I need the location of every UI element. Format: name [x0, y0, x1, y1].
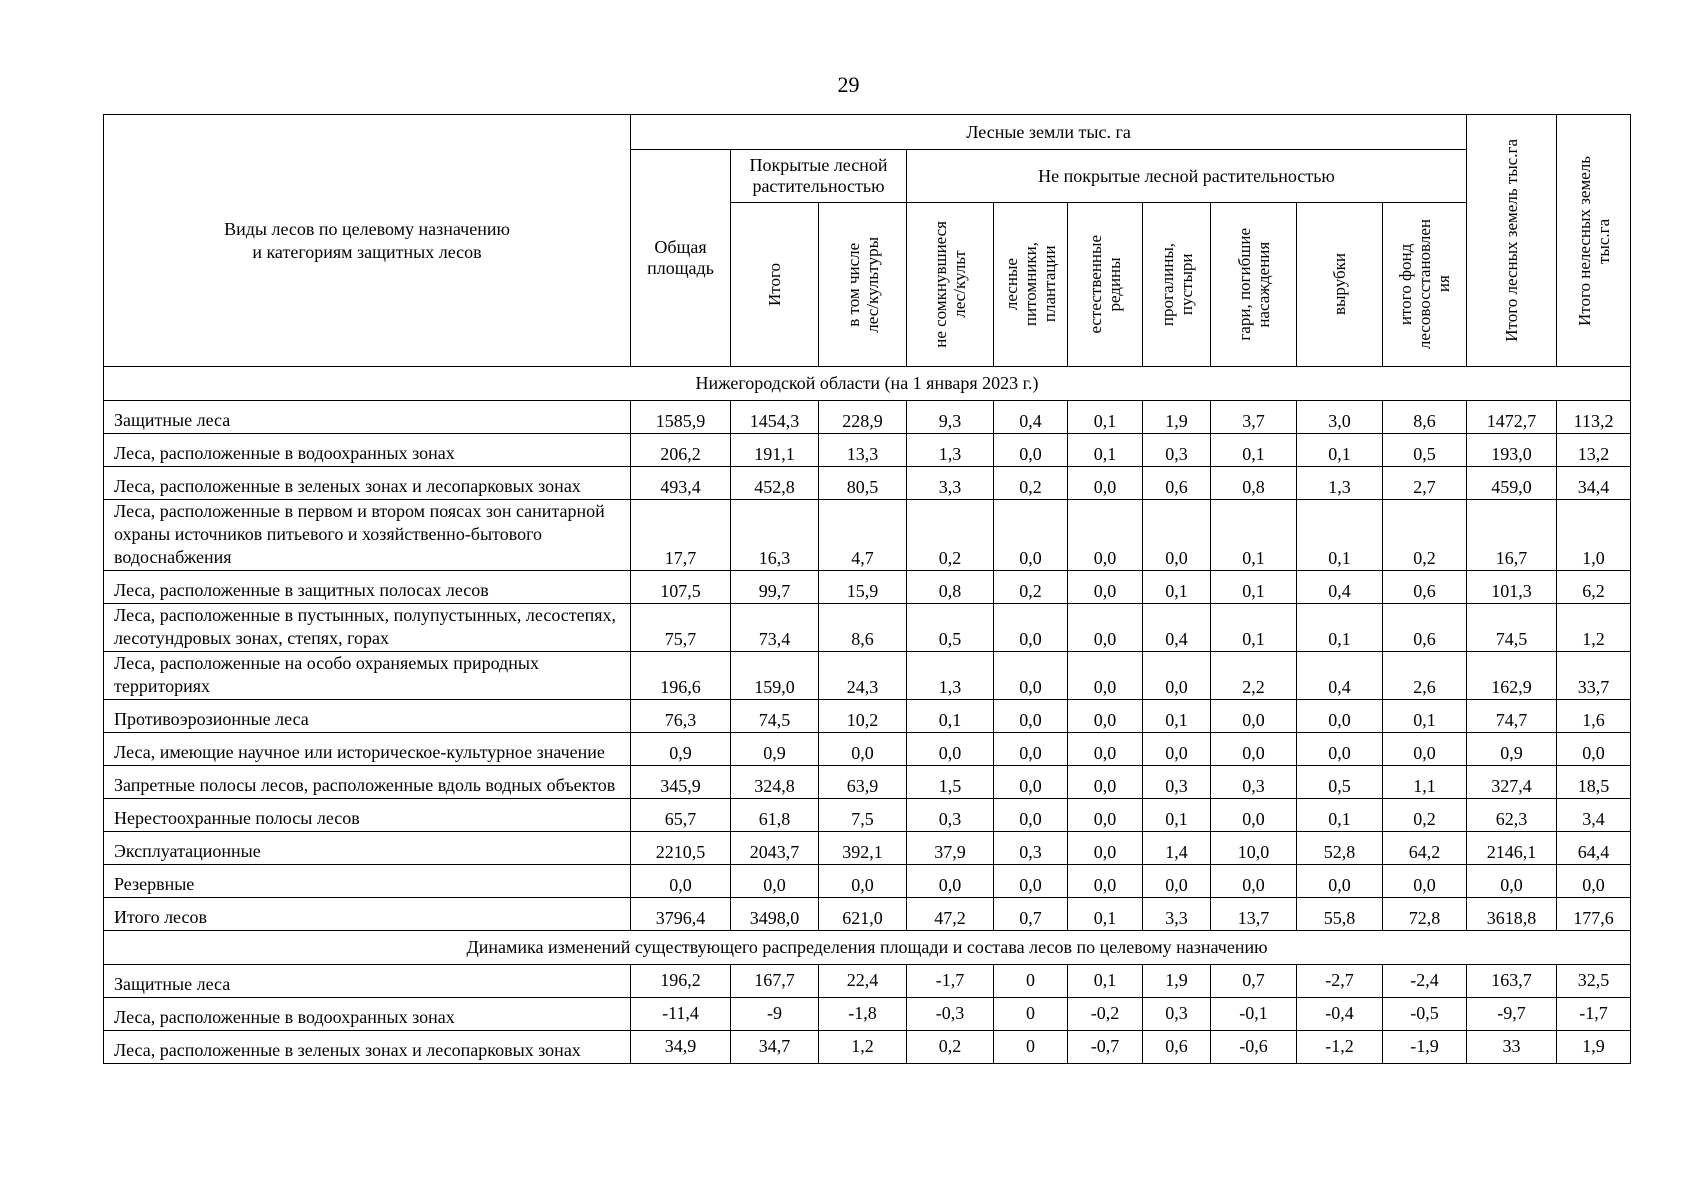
table-cell: 8,6	[819, 604, 907, 652]
table-cell: -0,1	[1211, 998, 1297, 1031]
table-cell: 0,0	[907, 733, 994, 766]
table-row	[104, 799, 1631, 832]
table-cell: 3618,8	[1467, 898, 1557, 931]
table-cell: 0,5	[1383, 434, 1467, 467]
table-cell: 0,1	[1211, 500, 1297, 571]
table-cell: 0,1	[1297, 799, 1383, 832]
table-row	[104, 865, 1631, 898]
table-cell: 0,8	[1211, 467, 1297, 500]
table-cell: 0,0	[1068, 652, 1143, 700]
table-cell: 0,3	[994, 832, 1068, 865]
table-cell: -0,2	[1068, 998, 1143, 1031]
table-row	[104, 998, 1631, 1031]
table-cell: 0,2	[907, 500, 994, 571]
row-label: Защитные леса	[104, 401, 631, 434]
table-cell: 0,0	[1211, 865, 1297, 898]
row-label: Эксплуатационные	[104, 832, 631, 865]
table-cell: 0,7	[1211, 965, 1297, 998]
header-total-nonforest-lands-text: Итого нелесных земель тыс.га	[1574, 155, 1613, 326]
table-cell: 0,0	[1068, 500, 1143, 571]
table-cell: 16,7	[1467, 500, 1557, 571]
row-label: Леса, расположенные в водоохранных зонах	[104, 998, 631, 1031]
table-row	[104, 467, 1631, 500]
table-cell: 392,1	[819, 832, 907, 865]
row-label: Леса, имеющие научное или историческое-культурное значение	[104, 733, 631, 766]
header-covered-text: Покрытые лесной растительностью	[749, 155, 888, 196]
header-covered	[731, 150, 907, 203]
table-cell: 0,0	[1297, 733, 1383, 766]
table-cell: 0,0	[994, 434, 1068, 467]
table-cell: 0,0	[1557, 865, 1631, 898]
table-cell: 0,2	[1383, 500, 1467, 571]
header-sparse-stands-text: естественные редины	[1086, 235, 1124, 334]
table-row	[104, 965, 1631, 998]
table-cell: 34,9	[631, 1031, 731, 1064]
header-not-covered: Не покрытые лесной растительностью	[907, 150, 1467, 203]
table-cell: 0,2	[994, 571, 1068, 604]
table-cell: 0,9	[631, 733, 731, 766]
table-cell: 1,9	[1557, 1031, 1631, 1064]
table-cell: -1,2	[1297, 1031, 1383, 1064]
table-cell: 0,0	[994, 733, 1068, 766]
table-cell: 0,0	[1143, 865, 1211, 898]
table-cell: 0,0	[1467, 865, 1557, 898]
table-cell: 0,3	[907, 799, 994, 832]
table-cell: 72,8	[1383, 898, 1467, 931]
table-cell: 0,1	[1383, 700, 1467, 733]
table-cell: -1,7	[907, 965, 994, 998]
table-cell: 32,5	[1557, 965, 1631, 998]
table-cell: 34,4	[1557, 467, 1631, 500]
header-burnt-areas-text: гари, погибшие насаждения	[1234, 228, 1273, 341]
page-number: 29	[837, 72, 860, 97]
table-cell: 163,7	[1467, 965, 1557, 998]
table-cell: 1,3	[1297, 467, 1383, 500]
table-cell: 0,3	[1143, 766, 1211, 799]
table-cell: 0,0	[994, 865, 1068, 898]
table-cell: 0,4	[1297, 652, 1383, 700]
table-cell: 24,3	[819, 652, 907, 700]
table-cell: 0,0	[1068, 832, 1143, 865]
header-total-forest-lands-text: Итого лесных земель тыс.га	[1502, 139, 1522, 342]
table-cell: 0,4	[1143, 604, 1211, 652]
table-row	[104, 832, 1631, 865]
table-cell: 22,4	[819, 965, 907, 998]
table-row	[104, 898, 1631, 931]
table-cell: 327,4	[1467, 766, 1557, 799]
table-cell: 1,1	[1383, 766, 1467, 799]
header-total-forest-lands	[1467, 115, 1557, 367]
table-cell: 162,9	[1467, 652, 1557, 700]
table-cell: 0	[994, 998, 1068, 1031]
table-cell: 1,2	[819, 1031, 907, 1064]
table-cell: 1,3	[907, 434, 994, 467]
header-sparse-stands	[1068, 203, 1143, 367]
table-cell: 4,7	[819, 500, 907, 571]
table-cell: 3,3	[1143, 898, 1211, 931]
table-cell: 0,0	[1068, 700, 1143, 733]
table-cell: 65,7	[631, 799, 731, 832]
table-cell: 113,2	[1557, 401, 1631, 434]
table-cell: 6,2	[1557, 571, 1631, 604]
table-cell: 1,2	[1557, 604, 1631, 652]
table-cell: 13,7	[1211, 898, 1297, 931]
table-cell: 345,9	[631, 766, 731, 799]
table-cell: 0,0	[1068, 604, 1143, 652]
table-cell: 99,7	[731, 571, 819, 604]
table-cell: 193,0	[1467, 434, 1557, 467]
table-body	[104, 367, 1631, 1064]
table-row	[104, 1031, 1631, 1064]
table-cell: 0,0	[819, 733, 907, 766]
table-row	[104, 652, 1631, 700]
header-forest-types	[104, 115, 631, 367]
header-covered-total-text: Итого	[765, 262, 784, 307]
header-total-area-text: Общая площадь	[647, 237, 714, 278]
table-cell: 37,9	[907, 832, 994, 865]
table-cell: 0,1	[1068, 965, 1143, 998]
table-cell: 0,5	[1297, 766, 1383, 799]
table-cell: 1,9	[1143, 965, 1211, 998]
table-cell: 493,4	[631, 467, 731, 500]
row-label: Итого лесов	[104, 898, 631, 931]
table-cell: 0,0	[1068, 467, 1143, 500]
table-cell: -0,4	[1297, 998, 1383, 1031]
table-cell: 0,0	[819, 865, 907, 898]
table-cell: 0,0	[1143, 500, 1211, 571]
table-cell: 0,0	[994, 500, 1068, 571]
table-cell: -2,7	[1297, 965, 1383, 998]
table-cell: 0,8	[907, 571, 994, 604]
header-total-area	[631, 150, 731, 367]
table-cell: 159,0	[731, 652, 819, 700]
header-covered-total	[731, 203, 819, 367]
table-cell: -1,9	[1383, 1031, 1467, 1064]
table-cell: 0,1	[1211, 604, 1297, 652]
header-clearings-text: вырубки	[1330, 253, 1349, 316]
table-cell: 9,3	[907, 401, 994, 434]
table-cell: 0,7	[994, 898, 1068, 931]
header-not-closed	[907, 203, 994, 367]
table-cell: 64,4	[1557, 832, 1631, 865]
header-glades-text: прогалины, пустыри	[1157, 242, 1196, 327]
table-cell: 0	[994, 965, 1068, 998]
table-row	[104, 700, 1631, 733]
table-cell: 0,1	[1211, 571, 1297, 604]
forest-distribution-table	[103, 114, 1631, 1064]
table-cell: 3498,0	[731, 898, 819, 931]
header-forest-types-text: Виды лесов по целевому назначению и категориям защитных лесов	[224, 218, 510, 262]
table-cell: 0,0	[994, 604, 1068, 652]
row-label: Резервные	[104, 865, 631, 898]
header-nurseries	[994, 203, 1068, 367]
table-cell: 452,8	[731, 467, 819, 500]
table-cell: 80,5	[819, 467, 907, 500]
table-cell: 0,0	[631, 865, 731, 898]
table-cell: 0,2	[994, 467, 1068, 500]
table-cell: 0	[994, 1031, 1068, 1064]
table-cell: 0,0	[1297, 700, 1383, 733]
table-cell: 74,5	[731, 700, 819, 733]
table-cell: 47,2	[907, 898, 994, 931]
row-label: Запретные полосы лесов, расположенные вдоль водных объектов	[104, 766, 631, 799]
table-cell: 3,0	[1297, 401, 1383, 434]
table-cell: 75,7	[631, 604, 731, 652]
table-cell: 177,6	[1557, 898, 1631, 931]
table-cell: 0,1	[1143, 799, 1211, 832]
table-cell: 621,0	[819, 898, 907, 931]
table-cell: 3,4	[1557, 799, 1631, 832]
table-cell: 0,0	[731, 865, 819, 898]
table-cell: 0,0	[1068, 766, 1143, 799]
table-cell: 3796,4	[631, 898, 731, 931]
header-nurseries-text: лесные питомники, плантации	[1002, 242, 1059, 327]
table-cell: 167,7	[731, 965, 819, 998]
table-cell: -1,8	[819, 998, 907, 1031]
table-cell: 0,6	[1143, 467, 1211, 500]
table-cell: 0,0	[994, 766, 1068, 799]
table-cell: 74,7	[1467, 700, 1557, 733]
table-cell: 10,2	[819, 700, 907, 733]
table-cell: 0,0	[1297, 865, 1383, 898]
row-label: Леса, расположенные в зеленых зонах и лесопарковых зонах	[104, 467, 631, 500]
table-cell: 18,5	[1557, 766, 1631, 799]
table-cell: 0,5	[907, 604, 994, 652]
table-cell: 0,1	[1068, 898, 1143, 931]
row-label: Защитные леса	[104, 965, 631, 998]
table-cell: 8,6	[1383, 401, 1467, 434]
row-label: Леса, расположенные на особо охраняемых природных территориях	[104, 652, 631, 700]
table-cell: 459,0	[1467, 467, 1557, 500]
table-cell: 0,0	[1211, 733, 1297, 766]
table-row	[104, 500, 1631, 571]
table-cell: 1,0	[1557, 500, 1631, 571]
table-cell: 0,0	[1383, 865, 1467, 898]
table-cell: 33	[1467, 1031, 1557, 1064]
table-cell: 1,6	[1557, 700, 1631, 733]
table-cell: 13,2	[1557, 434, 1631, 467]
header-clearings	[1297, 203, 1383, 367]
table-cell: 0,3	[1211, 766, 1297, 799]
table-cell: 0,0	[1068, 571, 1143, 604]
table-cell: 2210,5	[631, 832, 731, 865]
table-cell: 10,0	[1211, 832, 1297, 865]
header-not-closed-text: не сомкнувшиеся лес/культ	[931, 221, 969, 348]
table-cell: -0,5	[1383, 998, 1467, 1031]
table-cell: 0,1	[907, 700, 994, 733]
table-cell: -2,4	[1383, 965, 1467, 998]
header-reforestation-fund	[1383, 203, 1467, 367]
table-row	[104, 604, 1631, 652]
table-cell: 206,2	[631, 434, 731, 467]
table-cell: 1,5	[907, 766, 994, 799]
table-cell: 0,0	[994, 700, 1068, 733]
table-cell: 0,1	[1297, 434, 1383, 467]
table-cell: 228,9	[819, 401, 907, 434]
table-cell: 0,0	[1068, 865, 1143, 898]
table-cell: -9,7	[1467, 998, 1557, 1031]
table-cell: 3,7	[1211, 401, 1297, 434]
table-row	[104, 434, 1631, 467]
table-cell: 1,4	[1143, 832, 1211, 865]
table-cell: 107,5	[631, 571, 731, 604]
table-row	[104, 401, 1631, 434]
table-cell: 0,1	[1297, 604, 1383, 652]
table-cell: 0,2	[907, 1031, 994, 1064]
table-cell: 0,6	[1143, 1031, 1211, 1064]
table-cell: 0,2	[1383, 799, 1467, 832]
table-row	[104, 571, 1631, 604]
table-cell: 196,2	[631, 965, 731, 998]
table-cell: 3,3	[907, 467, 994, 500]
table-cell: -9	[731, 998, 819, 1031]
table-cell: 0,3	[1143, 998, 1211, 1031]
table-cell: 0,3	[1143, 434, 1211, 467]
table-cell: -0,6	[1211, 1031, 1297, 1064]
table-cell: 2043,7	[731, 832, 819, 865]
table-cell: 55,8	[1297, 898, 1383, 931]
table-header	[104, 115, 1631, 367]
table-cell: 191,1	[731, 434, 819, 467]
table-cell: 73,4	[731, 604, 819, 652]
table-cell: 0,0	[1211, 700, 1297, 733]
table-cell: 0,4	[1297, 571, 1383, 604]
section-row	[104, 367, 1631, 401]
header-burnt-areas	[1211, 203, 1297, 367]
table-cell: 0,1	[1143, 700, 1211, 733]
table-cell: 17,7	[631, 500, 731, 571]
table-cell: -1,7	[1557, 998, 1631, 1031]
table-cell: 0,0	[1557, 733, 1631, 766]
table-cell: 196,6	[631, 652, 731, 700]
table-cell: 2146,1	[1467, 832, 1557, 865]
table-cell: 2,7	[1383, 467, 1467, 500]
table-cell: 15,9	[819, 571, 907, 604]
table-cell: 101,3	[1467, 571, 1557, 604]
table-cell: 0,0	[907, 865, 994, 898]
table-cell: 1,9	[1143, 401, 1211, 434]
table-cell: 0,0	[1143, 652, 1211, 700]
table-cell: 61,8	[731, 799, 819, 832]
table-cell: 0,0	[1383, 733, 1467, 766]
table-cell: 0,0	[994, 799, 1068, 832]
row-label: Леса, расположенные в зеленых зонах и лесопарковых зонах	[104, 1031, 631, 1064]
table-cell: -0,3	[907, 998, 994, 1031]
table-cell: 0,6	[1383, 571, 1467, 604]
table-row	[104, 766, 1631, 799]
table-cell: -0,7	[1068, 1031, 1143, 1064]
header-covered-cultures-text: в том числе лес/культуры	[843, 236, 882, 333]
table-cell: 0,1	[1297, 500, 1383, 571]
table-cell: 0,1	[1068, 401, 1143, 434]
table-cell: 2,6	[1383, 652, 1467, 700]
header-glades	[1143, 203, 1211, 367]
table-cell: 34,7	[731, 1031, 819, 1064]
table-row	[104, 733, 1631, 766]
table-cell: 0,1	[1068, 434, 1143, 467]
row-label: Леса, расположенные в пустынных, полупустынных, лесостепях, лесотундровых зонах, степях, горах	[104, 604, 631, 652]
table-cell: 16,3	[731, 500, 819, 571]
table-cell: 33,7	[1557, 652, 1631, 700]
table-cell: 0,0	[1068, 799, 1143, 832]
table-cell: 1,3	[907, 652, 994, 700]
table-cell: 7,5	[819, 799, 907, 832]
table-cell: 0,6	[1383, 604, 1467, 652]
table-cell: 2,2	[1211, 652, 1297, 700]
section-title: Динамика изменений существующего распределения площади и состава лесов по целевому назначению	[104, 931, 1631, 965]
section-row	[104, 931, 1631, 965]
table-cell: 63,9	[819, 766, 907, 799]
row-label: Противоэрозионные леса	[104, 700, 631, 733]
table-cell: 324,8	[731, 766, 819, 799]
table-cell: 0,1	[1211, 434, 1297, 467]
table-cell: 0,9	[1467, 733, 1557, 766]
header-total-nonforest-lands	[1557, 115, 1631, 367]
table-cell: -11,4	[631, 998, 731, 1031]
row-label: Леса, расположенные в первом и втором поясах зон санитарной охраны источников питьевого и хозяйственно-бытового водоснабжения	[104, 500, 631, 571]
table-cell: 1454,3	[731, 401, 819, 434]
table-cell: 1585,9	[631, 401, 731, 434]
table-cell: 74,5	[1467, 604, 1557, 652]
table-cell: 62,3	[1467, 799, 1557, 832]
table-cell: 13,3	[819, 434, 907, 467]
table-cell: 76,3	[631, 700, 731, 733]
table-cell: 52,8	[1297, 832, 1383, 865]
table-cell: 0,9	[731, 733, 819, 766]
table-cell: 0,4	[994, 401, 1068, 434]
row-label: Нерестоохранные полосы лесов	[104, 799, 631, 832]
header-forest-lands: Лесные земли тыс. га	[631, 115, 1467, 150]
table-cell: 0,1	[1143, 571, 1211, 604]
table-cell: 0,0	[1211, 799, 1297, 832]
table-cell: 1472,7	[1467, 401, 1557, 434]
section-title: Нижегородской области (на 1 января 2023 г.)	[104, 367, 1631, 401]
table-cell: 0,0	[1143, 733, 1211, 766]
header-reforestation-fund-text: итого фонд лесовосстановлен ия	[1396, 219, 1454, 350]
header-covered-cultures	[819, 203, 907, 367]
row-label: Леса, расположенные в защитных полосах лесов	[104, 571, 631, 604]
table-cell: 0,0	[994, 652, 1068, 700]
table-cell: 64,2	[1383, 832, 1467, 865]
row-label: Леса, расположенные в водоохранных зонах	[104, 434, 631, 467]
table-cell: 0,0	[1068, 733, 1143, 766]
